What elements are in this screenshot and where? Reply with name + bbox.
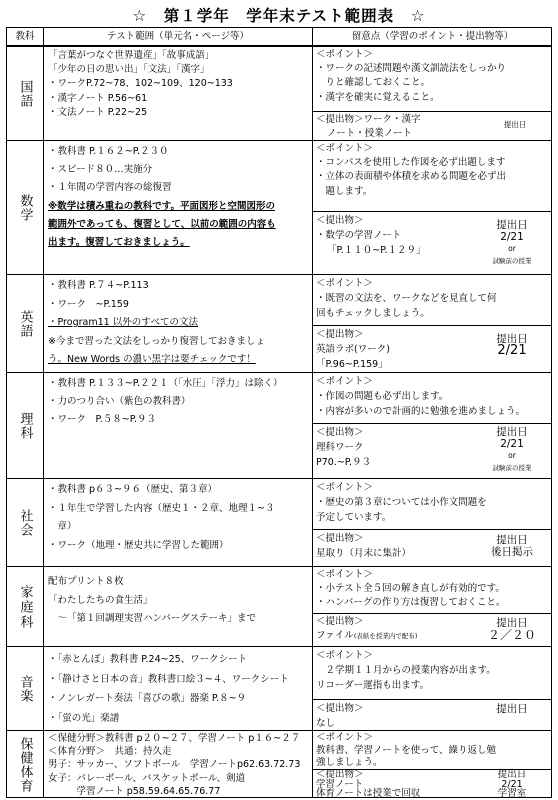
point-line: リコーダー運指も出ます。 (316, 680, 430, 691)
point-label: ＜ポイント＞ (316, 482, 374, 493)
range-note: 出ます。復習しておきましょう。 (48, 237, 190, 249)
page-title: ☆ 第１学年 学年末テスト範囲表 ☆ (132, 7, 426, 25)
point-line: ・漢字を確実に覚えること。 (316, 91, 440, 103)
point-line: ・ハンバーグの作り方は復習しておくこと。 (316, 597, 506, 608)
point-line: ・立体の表面積や体積を求める問題を必ず出 (316, 171, 507, 183)
submit-label: ＜提出物＞ (316, 533, 364, 544)
point-line: ２学期１１月からの授業内容が出ます。 (316, 665, 496, 676)
due-label: 提出日 (496, 703, 528, 715)
range-note: ※今まで習った文法をしっかり復習しておきましょ (48, 335, 265, 347)
submit-line: ＜提出物＞ワーク・漢字 (316, 114, 421, 125)
range-line: ・ノンレガート奏法「喜びの歌」器楽 P.８~９ (48, 693, 247, 704)
range-cell (48, 375, 310, 429)
range-cell (48, 481, 310, 555)
point-line: 回もチェックしましょう。 (316, 308, 430, 319)
due-label: 提出日 (496, 333, 528, 345)
range-cell (48, 732, 310, 798)
subject-name: 国語 (17, 80, 33, 108)
subject-name: 音楽 (17, 675, 33, 703)
subject-name: 家庭科 (17, 584, 33, 630)
point-line: 教科書、学習ノートを使って、繰り返し勉 (316, 744, 497, 756)
point-line: ・コンパスを使用した作図を必ず出題します (316, 157, 506, 169)
due-date: 後日掲示 (491, 546, 533, 558)
range-line: 章） (48, 521, 77, 532)
due-place: 学習室 (497, 788, 527, 799)
subject-name: 英語 (17, 310, 33, 338)
due-box (475, 770, 549, 799)
point-label: ＜ポイント＞ (316, 376, 374, 387)
submit-line: P70.~P.９３ (316, 457, 372, 468)
point-line: ・ワークの記述問題や漢文訓読法をしっかり (316, 63, 507, 75)
range-line: 配布プリント８枚 (48, 576, 124, 587)
submit-label: ＜提出物＞ (316, 616, 364, 627)
range-line: ＜保健分野＞教科書 p２０~２７、学習ノート p１６~２７ (48, 733, 301, 744)
subject-row-kokugo (7, 46, 551, 141)
point-line: りと確認しておくこと。 (316, 77, 431, 89)
point-cell (316, 732, 548, 770)
range-line: ・力のつり合い（紫色の教科書） (48, 396, 191, 407)
range-line: ・ワーク P.５８~P.９３ (48, 414, 156, 425)
submit-cell (316, 425, 486, 470)
range-cell (48, 650, 310, 728)
point-line: 予定しています。 (316, 512, 392, 523)
range-line: ・ワークP.72~78、102~109、120~133 (48, 78, 233, 90)
point-line: ・小テスト全５回の解き直しが有効的です。 (316, 583, 505, 594)
point-cell (316, 648, 548, 693)
point-label: ＜ポイント＞ (316, 569, 374, 580)
range-line: ・「静けさと日本の音」教科書口絵３~４、ワークシート (48, 673, 289, 685)
due-box (475, 617, 549, 641)
submit-cell (316, 531, 486, 561)
submit-line: 学習ノート (316, 778, 364, 790)
subject-row-shakai (7, 478, 551, 567)
range-line: 「わたしたちの食生活」 (48, 594, 153, 606)
submit-line: 理科ワーク (316, 442, 364, 453)
range-line: 学習ノート p58.59.64.65.76.77 (48, 785, 221, 797)
range-line: ・教科書 p６３~９６（歴史、第３章） (48, 484, 218, 495)
submit-line: 「P.96~P.159」 (316, 359, 388, 370)
range-line: ・スピード８０…実施分 (48, 164, 153, 176)
range-cell (48, 277, 310, 370)
range-line: ・ワーク ~P.159 (48, 298, 129, 310)
due-label: 提出日 (496, 219, 528, 231)
range-line: ・ワーク（地理・歴史共に学習した範囲） (48, 539, 229, 551)
subject-name: 社会 (17, 509, 33, 537)
due-box (475, 534, 549, 558)
due-box (475, 426, 549, 474)
submit-line: 「P.１１０~P.１２９」 (327, 245, 426, 256)
due-label: 提出日 (496, 426, 528, 438)
submit-cell (316, 113, 486, 141)
subject-name: 理科 (17, 412, 33, 440)
header-range: テスト範囲（単元名・ページ等） (44, 28, 312, 46)
due-label: 提出日 (496, 534, 528, 546)
range-line: ・教科書 P.１３３~P.２２１（「水圧」「浮力」は除く） (48, 378, 283, 389)
sub-divider (313, 325, 552, 326)
range-line: ・１年生で学習した内容（歴史１・２章、地理１~３ (48, 502, 275, 514)
range-cell (48, 573, 310, 629)
point-cell (316, 48, 548, 105)
due-date: 2/21 (497, 343, 527, 358)
submit-line: 体育ノートは授業で回収 (316, 788, 421, 799)
due-date: ２／２０ (487, 628, 536, 642)
submit-line: 英語ラボ(ワーク) (316, 344, 390, 355)
submit-label: ＜提出物＞ (316, 329, 364, 340)
header-subject: 教科 (7, 28, 43, 46)
due-box (475, 219, 549, 267)
range-cell (48, 49, 310, 120)
subject-row-rika (7, 372, 551, 479)
due-alt: 試験前の授業 (492, 257, 532, 265)
point-line: 題します。 (316, 185, 373, 197)
header-notes: 留意点（学習のポイント・提出物等） (313, 28, 552, 46)
sub-divider (313, 699, 552, 700)
sub-divider (313, 529, 552, 530)
sub-divider (313, 111, 552, 112)
point-cell (316, 374, 548, 419)
point-label: ＜ポイント＞ (316, 278, 374, 289)
submit-line: ノート・授業ノート (327, 128, 412, 140)
sub-divider (313, 211, 552, 212)
range-line: ・「赤とんぼ」教科書 P.24~25、ワークシート (48, 654, 248, 665)
range-line: ・Program11 以外のすべての文法 (48, 317, 199, 328)
due-label: 提出日 (496, 617, 528, 629)
point-cell (316, 276, 548, 321)
point-label: ＜ポイント＞ (316, 143, 374, 154)
submit-cell (316, 770, 486, 799)
sub-divider (313, 423, 552, 424)
range-line: ・教科書 P.１６２~P.２３０ (48, 146, 169, 157)
range-line: ・教科書 P.７４~P.113 (48, 280, 149, 291)
subject-row-eigo (7, 274, 551, 373)
submit-cell (316, 615, 486, 643)
point-cell (316, 568, 548, 610)
submit-note: (表紙を授業内で配布) (353, 632, 418, 640)
due-or: or (508, 244, 516, 253)
subject-name: 数学 (17, 194, 33, 222)
submit-cell (316, 701, 486, 731)
subject-row-katei (7, 566, 551, 647)
range-note: 範囲外であっても、復習として、以前の範囲の内容も (48, 218, 276, 230)
submit-label: ＜提出物＞ (316, 703, 364, 714)
point-label: ＜ポイント＞ (316, 732, 374, 743)
subject-row-ongaku (7, 646, 551, 731)
range-line: 女子：バレーボール、バスケットボール、剣道 (48, 772, 246, 784)
range-line: ～「第１回調理実習ハンバーグステーキ」まで (48, 613, 257, 624)
sub-divider (313, 613, 552, 614)
submit-line: 星取り（月末に集計） (316, 548, 412, 559)
range-line: ・文法ノート P.22~25 (48, 106, 148, 118)
range-line: 「少年の日の思い出」「文法」「漢字」 (48, 64, 210, 76)
point-label: ＜ポイント＞ (316, 650, 374, 661)
range-table (6, 27, 552, 798)
submit-label: ＜提出物＞ (316, 215, 364, 226)
point-line: 強しましょう。 (316, 757, 383, 768)
due-date: 2/21 (500, 438, 524, 450)
range-cell (48, 143, 310, 252)
submit-label: ＜提出物＞ (316, 770, 364, 780)
submit-line: ファイル (316, 630, 354, 641)
point-line: ・作図の問題も必ず出します。 (316, 391, 449, 402)
due-or: or (508, 451, 516, 460)
range-line: ＜体育分野＞ 共通：持久走 (48, 746, 172, 758)
point-cell (316, 142, 548, 199)
submit-line: なし (316, 718, 336, 729)
due-box (475, 703, 549, 715)
submit-label: ＜提出物＞ (316, 427, 364, 438)
point-label: ＜ポイント＞ (316, 49, 374, 60)
due-date: 2/21 (500, 231, 524, 243)
range-line: ・「蛍の光」楽譜 (48, 712, 120, 724)
subject-name: 保健体育 (17, 737, 33, 793)
due-label: 提出日 (503, 120, 527, 129)
submit-cell (316, 213, 486, 258)
point-line: ・歴史の第３章については小作文問題を (316, 497, 487, 508)
point-line: ・既習の文法を、ワークなどを見直して何 (316, 293, 497, 304)
submit-cell (316, 327, 486, 372)
due-label: 提出日 (497, 769, 527, 780)
range-note: う。New Words の濃い黒字は要チェックです！ (48, 354, 256, 365)
range-line: ・漢字ノート P.56~61 (48, 92, 148, 104)
subject-row-sugaku (7, 140, 551, 275)
range-note: ※数学は積み重ねの教科です。平面図形と空間図形の (48, 200, 275, 212)
subject-row-hoken (7, 730, 551, 799)
range-line: ・１年間の学習内容の総復習 (48, 182, 172, 194)
due-alt: 試験前の授業 (492, 464, 532, 472)
point-line: ・内容が多いので計画的に勉強を進めましょう。 (316, 406, 526, 417)
due-date: 2/21 (501, 778, 523, 790)
submit-line: ・数学の学習ノート (316, 230, 402, 241)
due-box (475, 333, 549, 357)
point-cell (316, 480, 548, 525)
range-line: 男子：サッカー、ソフトボール 学習ノートp62.63.72.73 (48, 759, 301, 771)
range-line: 「言葉がつなぐ世界遺産」「故事成語」 (48, 50, 215, 61)
